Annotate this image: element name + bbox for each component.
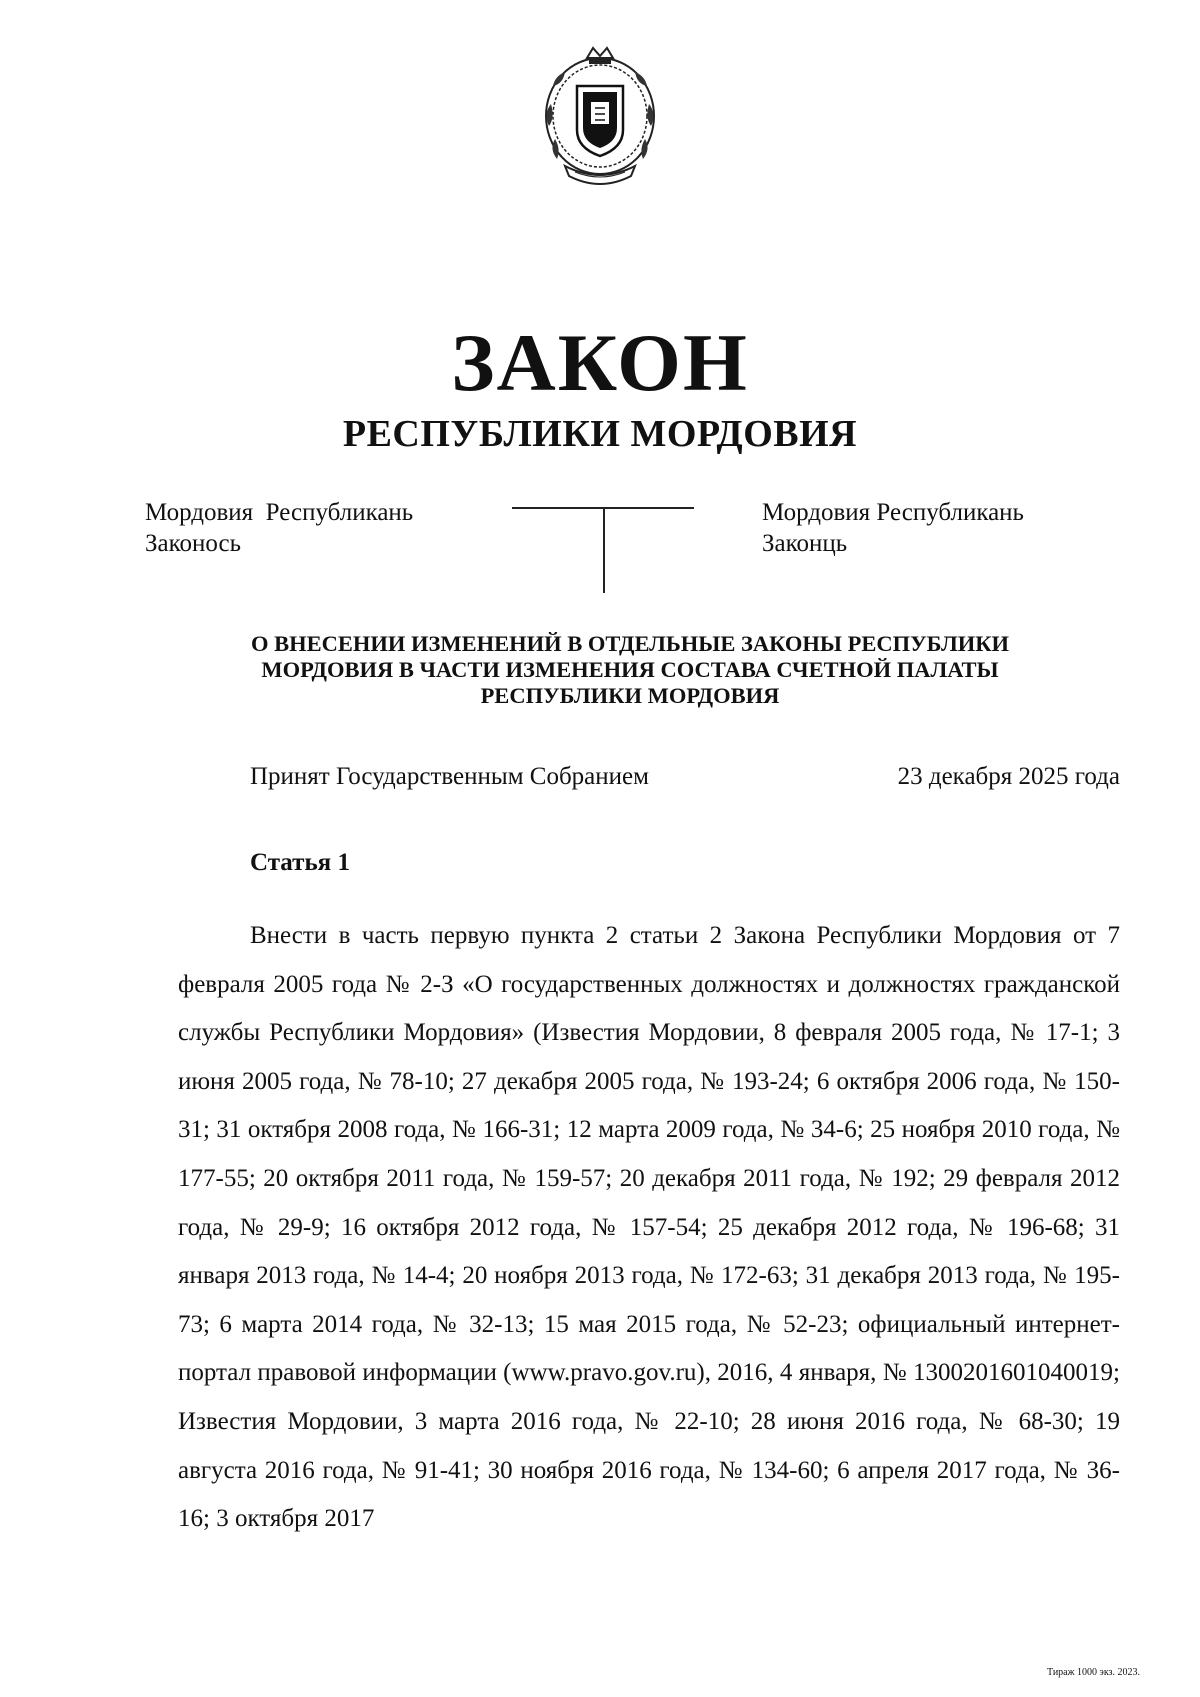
adoption-statement: Принят Государственным Собранием bbox=[250, 763, 649, 790]
article-body-text: Внести в часть первую пункта 2 статьи 2 Закона Республики Мордовия от 7 февраля 2005 года № 2-З «О государственных должностях и должностях гражданской службы Республики Мордовия» (Известия Мордовии, 8 февраля 2005 года, № 17-1; 3 июня 2005 года, № 78-10; 27 декабря 2005 года, № 193-24; 6 октября 2006 года, № 150-31; 31 октября 2008 года, № 166-31; 12 марта 2009 года, № 34-6; 25 ноября 2010 года, № 177-55; 20 октября 2011 года, № 159-57; 20 декабря 2011 года, № 192; 29 февраля 2012 года, № 29-9; 16 октября 2012 года, № 157-54; 25 декабря 2012 года, № 196-68; 31 января 2013 года, № 14-4; 20 ноября 2013 года, № 172-63; 31 декабря 2013 года, № 195-73; 6 марта 2014 года, № 32-13; 15 мая 2015 года, № 52-23; официальный интернет-портал правовой информации (www.pravo.gov.ru), 2016, 4 января, № 1300201601040019; Известия Мордовии, 3 марта 2016 года, № 22-10; 28 июня 2016 года, № 68-30; 19 августа 2016 года, № 91-41; 30 ноября 2016 года, № 134-60; 6 апреля 2017 года, № 36-16; 3 октября 2017 bbox=[178, 922, 1120, 1533]
document-title: ЗАКОН bbox=[451, 317, 749, 408]
divider-vertical bbox=[603, 507, 605, 593]
bilingual-title-right bbox=[762, 497, 1024, 559]
adoption-date: 23 декабря 2025 года bbox=[897, 763, 1120, 790]
bilingual-left-line2: Законось bbox=[145, 530, 241, 557]
law-title: О ВНЕСЕНИИ ИЗМЕНЕНИЙ В ОТДЕЛЬНЫЕ ЗАКОНЫ РЕСПУБЛИКИ МОРДОВИЯ В ЧАСТИ ИЗМЕНЕНИЯ СОСТАВА СЧЕТНОЙ ПАЛАТЫ РЕСПУБЛИКИ МОРДОВИЯ bbox=[250, 631, 1010, 708]
bilingual-title-left bbox=[145, 497, 413, 559]
bilingual-left-line1: Мордовия Республикань bbox=[145, 499, 414, 526]
bilingual-right-line1: Мордовия Республикань bbox=[762, 499, 1024, 526]
document-subtitle: РЕСПУБЛИКИ МОРДОВИЯ bbox=[342, 413, 858, 455]
print-run-note: Тираж 1000 экз. 2023. bbox=[1046, 1667, 1140, 1678]
coat-of-arms-emblem bbox=[535, 44, 665, 194]
article-heading: Статья 1 bbox=[250, 849, 350, 876]
bilingual-right-line2: Законць bbox=[762, 530, 848, 557]
